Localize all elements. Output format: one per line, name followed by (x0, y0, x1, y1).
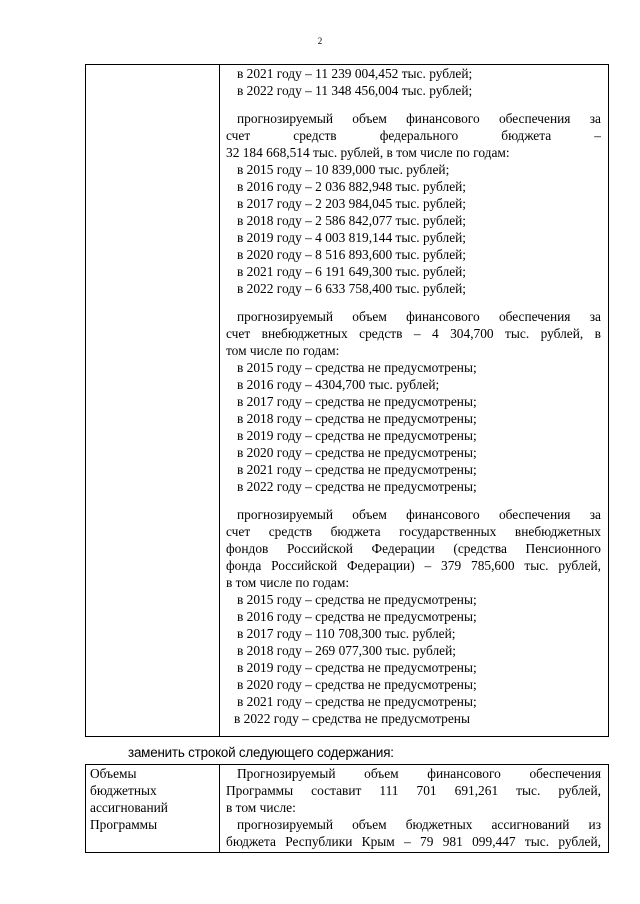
year-line: в 2017 году – 110 708,300 тыс. рублей; (237, 626, 456, 641)
text-line: 32 184 668,514 тыс. рублей, в том числе по годам: (226, 145, 510, 160)
text-line: счет внебюджетных средств – 4 304,700 тыс. рублей, в (226, 326, 601, 341)
text-line: бюджета Республики Крым – 79 981 099,447 тыс. рублей, (226, 834, 601, 849)
text-line: том числе по годам: (226, 343, 340, 358)
year-line: в 2022 году – средства не предусмотрены (234, 711, 470, 726)
left-label-line: ассигнований (90, 800, 168, 815)
text-line: прогнозируемый объем бюджетных ассигнований из (237, 817, 601, 832)
text-line: в том числе: (226, 800, 296, 815)
year-line: в 2017 году – 2 203 984,045 тыс. рублей; (237, 196, 467, 211)
year-line: в 2022 году – 6 633 758,400 тыс. рублей; (237, 281, 467, 296)
text-line: в том числе по годам: (226, 575, 350, 590)
table-left-cell (86, 765, 220, 852)
table-right-cell (220, 765, 608, 852)
financing-table-new (85, 764, 609, 853)
year-line: в 2020 году – 8 516 893,600 тыс. рублей; (237, 247, 467, 262)
year-line: в 2018 году – 2 586 842,077 тыс. рублей; (237, 213, 467, 228)
year-line: в 2021 году – средства не предусмотрены; (237, 694, 477, 709)
year-line: в 2019 году – 4 003 819,144 тыс. рублей; (237, 230, 467, 245)
text-line: в 2021 году – 11 239 004,452 тыс. рублей; (237, 66, 473, 81)
year-line: в 2021 году – 6 191 649,300 тыс. рублей; (237, 264, 467, 279)
replace-caption: заменить строкой следующего содержания: (128, 745, 394, 760)
text-line: счет средств федерального бюджета – (226, 128, 601, 143)
year-line: в 2018 году – 269 077,300 тыс. рублей; (237, 643, 456, 658)
text-line: Прогнозируемый объем финансового обеспечения (237, 766, 601, 781)
text-line: счет средств бюджета государственных внебюджетных (226, 524, 601, 539)
year-line: в 2020 году – средства не предусмотрены; (237, 677, 477, 692)
text-line: Программы составит 111 701 691,261 тыс. рублей, (226, 783, 601, 798)
year-line: в 2015 году – 10 839,000 тыс. рублей; (237, 162, 450, 177)
left-label-line: бюджетных (90, 783, 157, 798)
financing-table-old (85, 64, 609, 737)
text-line: прогнозируемый объем финансового обеспечения за (237, 507, 601, 522)
year-line: в 2016 году – средства не предусмотрены; (237, 609, 477, 624)
table-left-cell-empty (86, 65, 220, 736)
text-line: прогнозируемый объем финансового обеспечения за (237, 111, 601, 126)
year-line: в 2018 году – средства не предусмотрены; (237, 411, 477, 426)
year-line: в 2017 году – средства не предусмотрены; (237, 394, 477, 409)
year-line: в 2016 году – 2 036 882,948 тыс. рублей; (237, 179, 467, 194)
text-line: в 2022 году – 11 348 456,004 тыс. рублей; (237, 83, 473, 98)
left-label-line: Программы (90, 817, 158, 832)
year-line: в 2020 году – средства не предусмотрены; (237, 445, 477, 460)
text-line: фондов Российской Федерации (средства Пенсионного (226, 541, 601, 556)
year-line: в 2019 году – средства не предусмотрены; (237, 660, 477, 675)
text-line: фонда Российской Федерации) – 379 785,600 тыс. рублей, (226, 558, 601, 573)
text-line: прогнозируемый объем финансового обеспечения за (237, 309, 601, 324)
year-line: в 2021 году – средства не предусмотрены; (237, 462, 477, 477)
year-line: в 2016 году – 4304,700 тыс. рублей; (237, 377, 440, 392)
year-line: в 2015 году – средства не предусмотрены; (237, 592, 477, 607)
table-right-cell (220, 65, 608, 736)
year-line: в 2015 году – средства не предусмотрены; (237, 360, 477, 375)
year-line: в 2019 году – средства не предусмотрены; (237, 428, 477, 443)
left-label-line: Объемы (90, 766, 137, 781)
page-number: 2 (317, 36, 323, 46)
year-line: в 2022 году – средства не предусмотрены; (237, 479, 477, 494)
